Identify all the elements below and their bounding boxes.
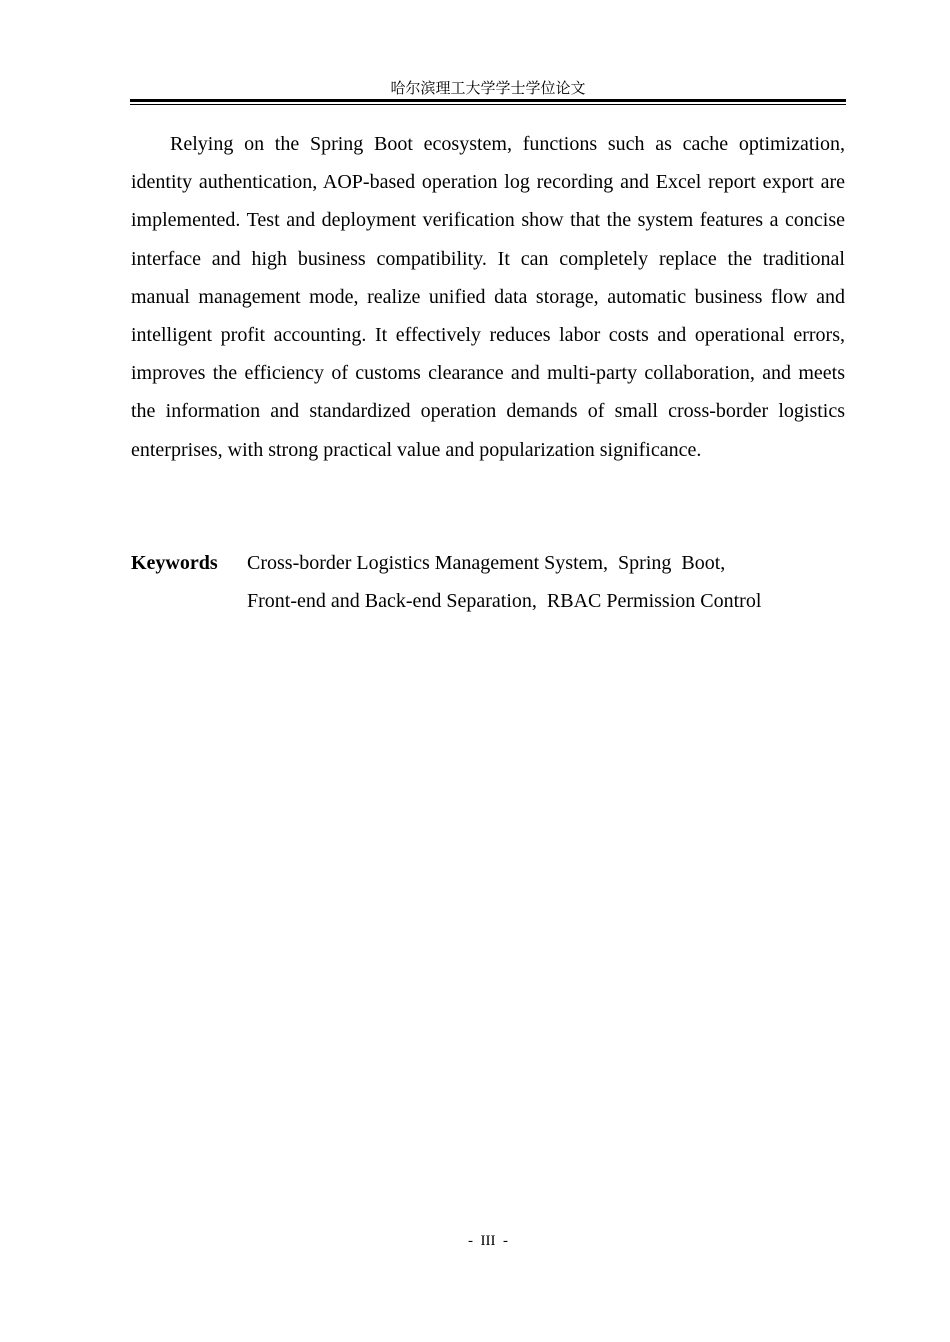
keywords-line: Front-end and Back-end Separation, RBAC Permission Control — [247, 590, 762, 612]
keywords-line: Cross-border Logistics Management System, Spring Boot, — [247, 552, 726, 574]
running-header: 哈尔滨理工大学学士学位论文 — [390, 79, 586, 97]
abstract-paragraph: Relying on the Spring Boot ecosystem, functions such as cache optimization, identity authentication, AOP-based operation log recording and Excel report export are implemented. Test and deployment verification show that the system features a concise interface and high business compatibility. It can completely replace the traditional manual management mode, realize unified data storage, automatic business flow and intelligent profit accounting. It effectively reduces labor costs and operational errors, improves the efficiency of customs clearance and multi-party collaboration, and meets the information and standardized operation demands of small cross-border logistics enterprises, with strong practical value and popularization significance. — [131, 133, 845, 461]
header-rule-thin — [130, 104, 846, 105]
page-number: - III - — [468, 1233, 508, 1249]
keywords-block — [131, 544, 845, 620]
header-rule-thick — [130, 99, 846, 102]
keywords-list — [247, 544, 845, 620]
keywords-label: Keywords — [131, 552, 218, 574]
